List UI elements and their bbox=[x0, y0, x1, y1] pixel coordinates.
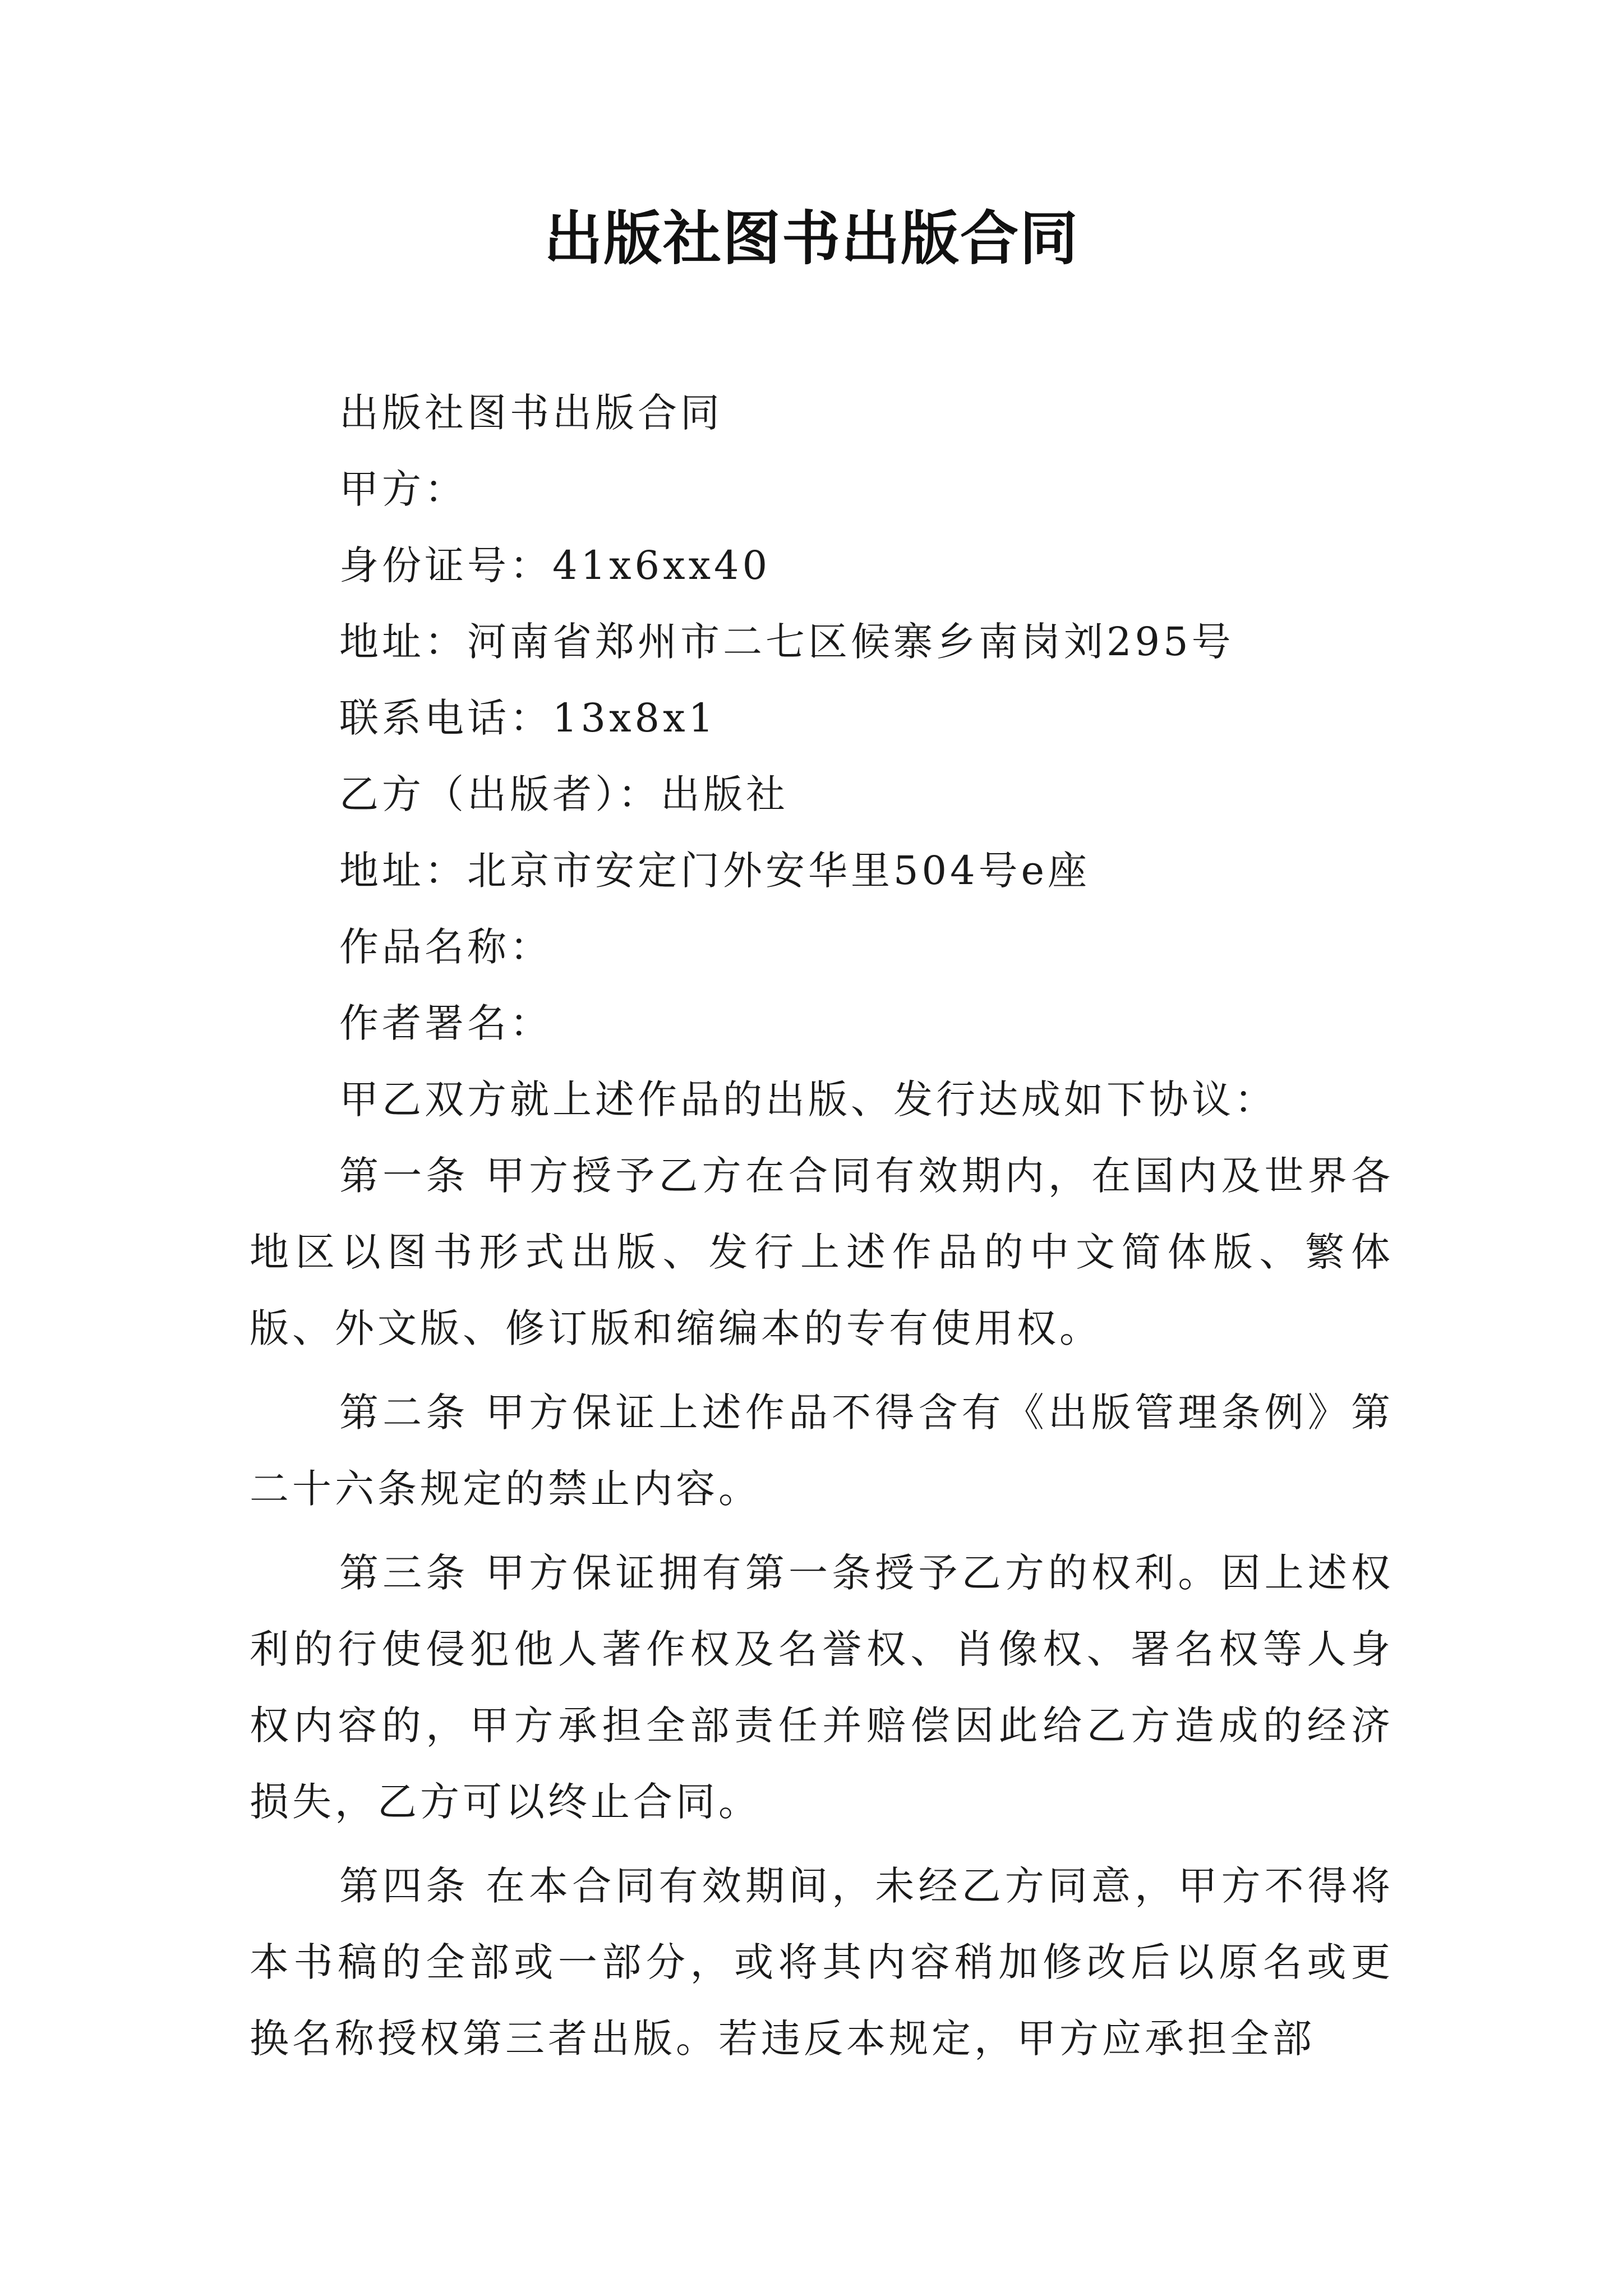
party-a-address-line: 地址：河南省郑州市二七区候寨乡南岗刘295号 bbox=[339, 619, 1234, 665]
article-4: 第四条 在本合同有效期间，未经乙方同意，甲方不得将本书稿的全部或一部分，或将其内容稍加修改后以原名或更换名称授权第三者出版。若违反本规定，甲方应承担全部 bbox=[250, 1863, 1394, 2062]
agreement-intro-line: 甲乙双方就上述作品的出版、发行达成如下协议： bbox=[339, 1076, 1277, 1122]
party-b-address-line: 地址：北京市安定门外安华里504号e座 bbox=[339, 848, 1091, 894]
contract-name-line: 出版社图书出版合同 bbox=[339, 390, 723, 436]
article-3: 第三条 甲方保证拥有第一条授予乙方的权利。因上述权利的行使侵犯他人著作权及名誉权、肖像权、署名权等人身权内容的，甲方承担全部责任并赔偿因此给乙方造成的经济损失，乙方可以终止合同。 bbox=[250, 1550, 1394, 1825]
document-title: 出版社图书出版合同 bbox=[543, 204, 1079, 273]
phone-line: 联系电话：13x8x1 bbox=[339, 695, 717, 741]
party-b-line: 乙方（出版者）：出版社 bbox=[339, 771, 789, 817]
author-signature-line: 作者署名： bbox=[339, 1000, 552, 1046]
id-number-line: 身份证号：41x6xx40 bbox=[339, 542, 771, 588]
article-1: 第一条 甲方授予乙方在合同有效期内，在国内及世界各地区以图书形式出版、发行上述作品的中文简体版、繁体版、外文版、修订版和缩编本的专有使用权。 bbox=[250, 1153, 1394, 1351]
article-2: 第二条 甲方保证上述作品不得含有《出版管理条例》第二十六条规定的禁止内容。 bbox=[250, 1389, 1394, 1512]
work-title-line: 作品名称： bbox=[339, 924, 552, 970]
document-body bbox=[250, 375, 1394, 2077]
party-a-line: 甲方： bbox=[339, 466, 467, 512]
